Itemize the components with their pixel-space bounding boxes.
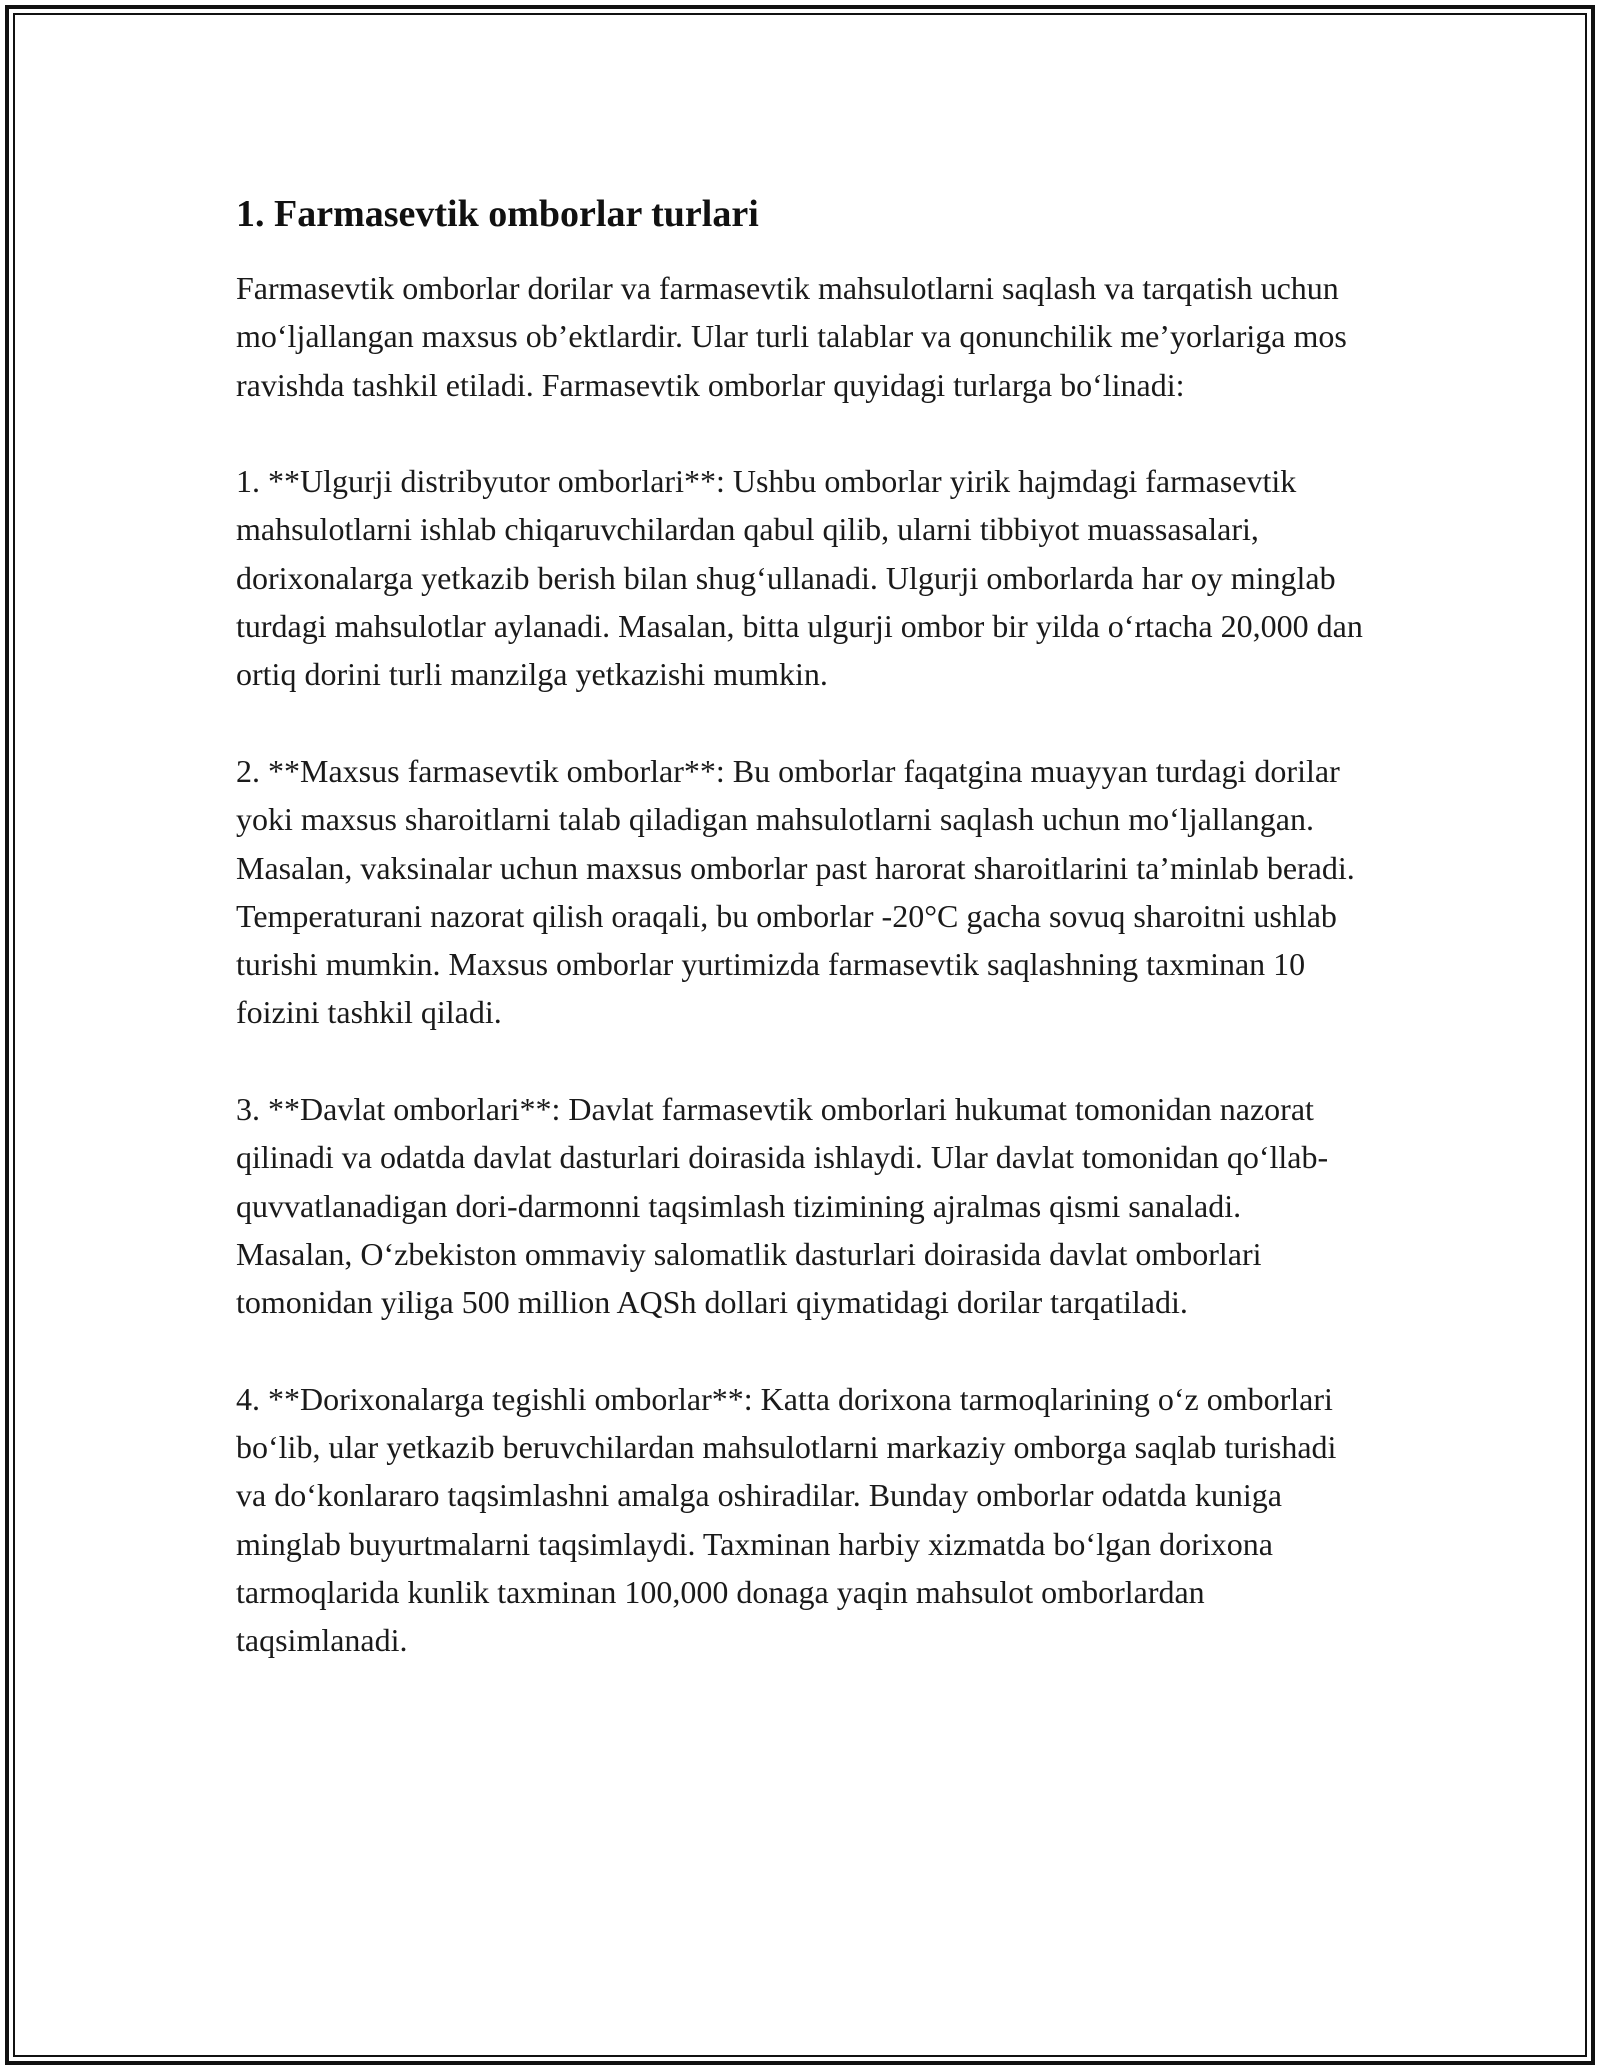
list-item-wholesale: 1. **Ulgurji distribyutor omborlari**: Ushbu omborlar yirik hajmdagi farmasevtik mahsulotlarni ishlab chiqaruvchilardan qabul qilib, ularni tibbiyot muassasalari, dorixonalarga yetkazib berish bilan shug‘ullanadi. Ulgurji omborlarda har oy minglab turdagi mahsulotlar aylanadi. Masalan, bitta ulgurji ombor bir yilda o‘rtacha 20,000 dan ortiq dorini turli manzilga yetkazishi mumkin. <box>236 463 1363 693</box>
list-item-special: 2. **Maxsus farmasevtik omborlar**: Bu omborlar faqatgina muayyan turdagi dorilar yoki maxsus sharoitlarni talab qiladigan mahsulotlarni saqlash uchun mo‘ljallangan. Masalan, vaksinalar uchun maxsus omborlar past harorat sharoitlarini ta’minlab beradi. Temperaturani nazorat qilish oraqali, bu omborlar -20°C gacha sovuq sharoitni ushlab turishi mumkin. Maxsus omborlar yurtimizda farmasevtik saqlashning taxminan 10 foizini tashkil qiladi. <box>236 752 1355 1031</box>
section-title: 1. Farmasevtik omborlar turlari <box>236 193 759 235</box>
intro-paragraph: Farmasevtik omborlar dorilar va farmasevtik mahsulotlarni saqlash va tarqatish uchun mo‘ljallangan maxsus ob’ektlardir. Ular turli talablar va qonunchilik me’yorlariga mos ravishda tashkil etiladi. Farmasevtik omborlar quyidagi turlarga bo‘linadi: <box>236 270 1347 403</box>
document-body <box>236 190 1386 1665</box>
list-item-state: 3. **Davlat omborlari**: Davlat farmasevtik omborlari hukumat tomonidan nazorat qilinadi va odatda davlat dasturlari doirasida ishlaydi. Ular davlat tomonidan qo‘llab-quvvatlanadigan dori-darmonni taqsimlash tizimining ajralmas qismi sanaladi. Masalan, O‘zbekiston ommaviy salomatlik dasturlari doirasida davlat omborlari tomonidan yiliga 500 million AQSh dollari qiymatidagi dorilar tarqatiladi. <box>236 1091 1329 1321</box>
list-item-pharmacy: 4. **Dorixonalarga tegishli omborlar**: Katta dorixona tarmoqlarining o‘z omborlari bo‘lib, ular yetkazib beruvchilardan mahsulotlarni markaziy omborga saqlab turishadi va do‘konlararo taqsimlashni amalga oshiradilar. Bunday omborlar odatda kuniga minglab buyurtmalarni taqsimlaydi. Taxminan harbiy xizmatda bo‘lgan dorixona tarmoqlarida kunlik taxminan 100,000 donaga yaqin mahsulot omborlardan taqsimlanadi. <box>236 1380 1337 1659</box>
